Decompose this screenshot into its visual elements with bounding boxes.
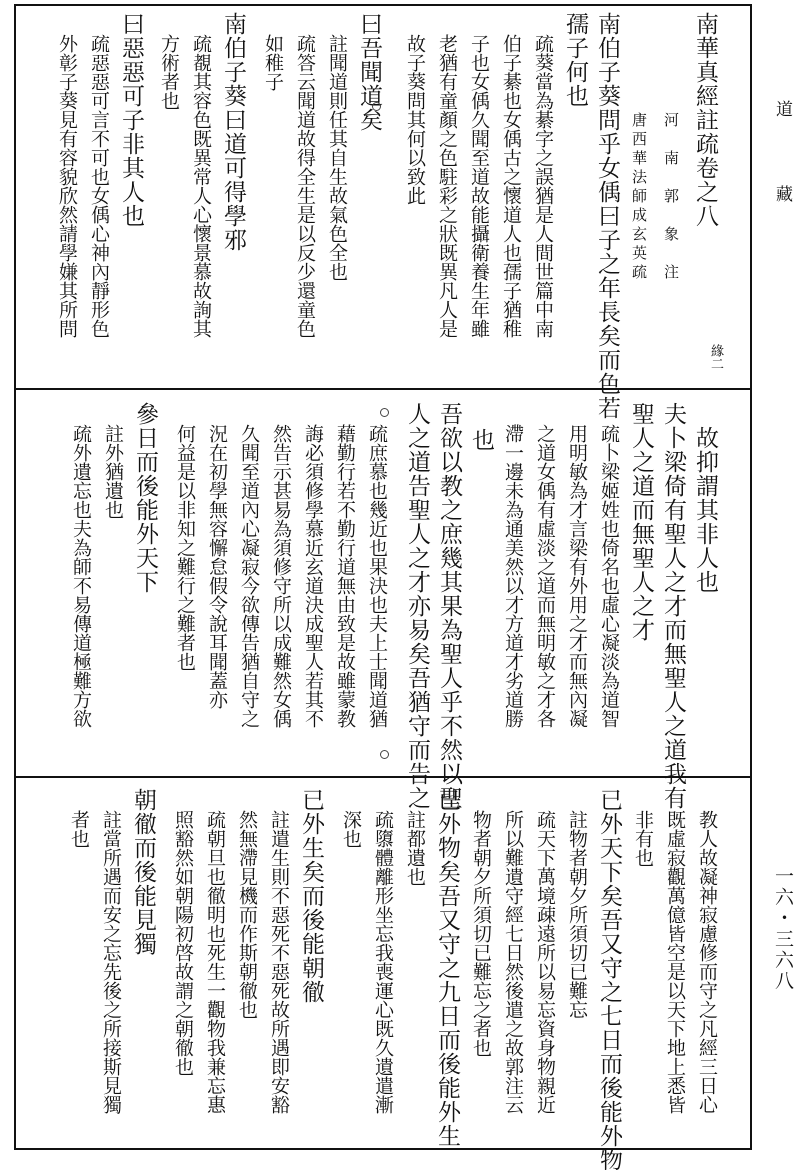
text-column-10: 人之道告聖人之才亦易矣吾猶守而告之	[404, 402, 430, 810]
punctuation-ring	[380, 408, 389, 417]
text-column-2: 河 南 郭 象 注	[662, 112, 680, 283]
text-column-16: 疏朝旦也徹明也死生一觀物我兼忘惠	[204, 810, 226, 1114]
text-column-10: 註都遺也	[404, 810, 426, 886]
text-column-5: 孺子何也	[562, 12, 588, 108]
page-number: 一六・三六八	[772, 866, 794, 992]
text-column-9: 老猶有童顏之色駐彩之狀既異凡人是	[436, 34, 458, 338]
text-column-14: 如稚子	[262, 34, 284, 91]
punctuation-ring	[372, 102, 381, 111]
text-column-6: 之道女偊有虛淡之道而無明敏之才各	[534, 424, 556, 728]
panel-top	[16, 12, 750, 420]
text-column-2: 夫卜梁倚有聖人之才而無聖人之道我有	[660, 402, 686, 810]
text-column-7: 伯子綦也女偊古之懷道人也孺子猶稚	[500, 34, 522, 338]
text-column-17: 方術者也	[158, 34, 180, 110]
text-column-8: 物者朝夕所須切已難忘之者也	[470, 810, 492, 1057]
text-column-7: 滯一邊未為通美然以才方道才劣道勝	[502, 424, 524, 728]
text-column-4: 疏卜梁姬姓也倚名也虛心凝淡為道智	[598, 424, 620, 728]
panel-bottom	[16, 788, 750, 1172]
text-column-6: 疏天下萬境疎遠所以易忘資身物親近	[534, 810, 556, 1114]
text-column-16: 疏覩其容色既異常人心懷景慕故詢其	[190, 34, 212, 338]
text-column-13: 疏答云聞道故得全生是以反少還童色	[294, 34, 316, 338]
text-column-7: 所以難遺守經七日然後遣之故郭注云	[502, 810, 524, 1114]
text-column-2: 既虛寂觀萬億皆空是以天下地上悉皆	[664, 810, 686, 1114]
text-column-13: 已外生矣而後能朝徹	[298, 788, 324, 1004]
text-column-5: 註物者朝夕所須切已難忘	[566, 810, 588, 1019]
text-column-1: 故抑謂其非人也	[692, 426, 718, 594]
text-column-19: 疏惡惡可言不可也女偊心神內靜形色	[88, 34, 110, 338]
text-column-11: 疏隳體離形坐忘我喪運心既久遺遣漸	[372, 810, 394, 1114]
text-column-6: 疏葵當為綦字之誤猶是人間世篇中南	[532, 34, 554, 338]
collation-stamp: 緣二	[708, 344, 723, 370]
text-column-1: 南華真經註疏卷之八	[692, 12, 718, 228]
text-column-4: 南伯子葵問乎女偊曰子之年長矣而色若	[594, 12, 620, 420]
text-column-9: 已外物矣吾又守之九日而後能外生	[434, 788, 460, 1148]
panel-middle	[16, 402, 750, 810]
text-column-18: 曰惡惡可子非其人也	[118, 12, 144, 228]
text-column-13: 誨必須修學慕近玄道決成聖人若其不	[302, 424, 324, 728]
text-column-14: 註遣生則不惡死不惡死故所遇即安豁	[268, 810, 290, 1114]
text-column-12: 註聞道則任其自生故氣色全也	[326, 34, 348, 281]
text-column-16: 況在初學無容懈怠假令說耳聞蓋亦	[206, 424, 228, 709]
text-column-14: 然告示甚易為須修守所以成難然女偊	[270, 424, 292, 728]
text-column-3: 聖人之道而無聖人之才	[628, 402, 654, 642]
text-column-17: 何益是以非知之難行之難者也	[174, 424, 196, 671]
page-frame	[14, 4, 752, 1172]
text-column-4: 已外天下矣吾又守之七日而後能外物	[596, 788, 622, 1172]
text-column-17: 照豁然如朝陽初啓故謂之朝徹也	[172, 810, 194, 1076]
divider-upper	[16, 388, 750, 390]
text-column-3: 唐西華法師成玄英疏	[630, 112, 648, 283]
text-column-12: 藉勤行若不勤行道無由致是故雖蒙教	[334, 424, 356, 728]
text-column-18: 朝徹而後能見獨	[130, 788, 156, 956]
text-column-12: 深也	[340, 810, 362, 848]
text-column-3: 非有也	[632, 810, 654, 867]
text-column-20: 疏外遺忘也夫為師不易傳道極難方欲	[70, 424, 92, 728]
text-column-11: 曰吾聞道矣	[356, 12, 382, 132]
text-column-8: 也	[468, 428, 494, 452]
text-column-15: 南伯子葵曰道可得學邪	[220, 12, 246, 252]
text-column-18: 參日而後能外天下	[132, 402, 158, 594]
divider-lower	[16, 776, 750, 778]
text-column-20: 外彰子葵見有容貌欣然請學嫌其所問	[56, 34, 78, 338]
text-column-1: 教人故凝神寂慮修而守之凡經三日心	[696, 810, 718, 1114]
text-column-20: 者也	[68, 810, 90, 848]
text-column-10: 故子葵問其何以致此	[404, 34, 426, 205]
collection-label: 道 藏	[772, 100, 792, 226]
text-column-8: 子也女偊久聞至道故能攝衛養生年雖	[468, 34, 490, 338]
text-column-11: 疏庶慕也幾近也果決也夫上士聞道猶	[366, 424, 388, 728]
text-column-19: 註外猶遺也	[102, 424, 124, 519]
text-column-15: 久聞至道內心凝寂今欲傳告猶自守之	[238, 424, 260, 728]
text-column-5: 用明敏為才言梁有外用之才而無內凝	[566, 424, 588, 728]
text-column-19: 註當所遇而安之忘先後之所接斯見獨	[100, 810, 122, 1114]
punctuation-ring	[380, 750, 389, 759]
text-column-15: 然無滯見機而作斯朝徹也	[236, 810, 258, 1019]
text-column-9: 吾欲以教之庶幾其果為聖人乎不然以聖	[436, 402, 462, 810]
